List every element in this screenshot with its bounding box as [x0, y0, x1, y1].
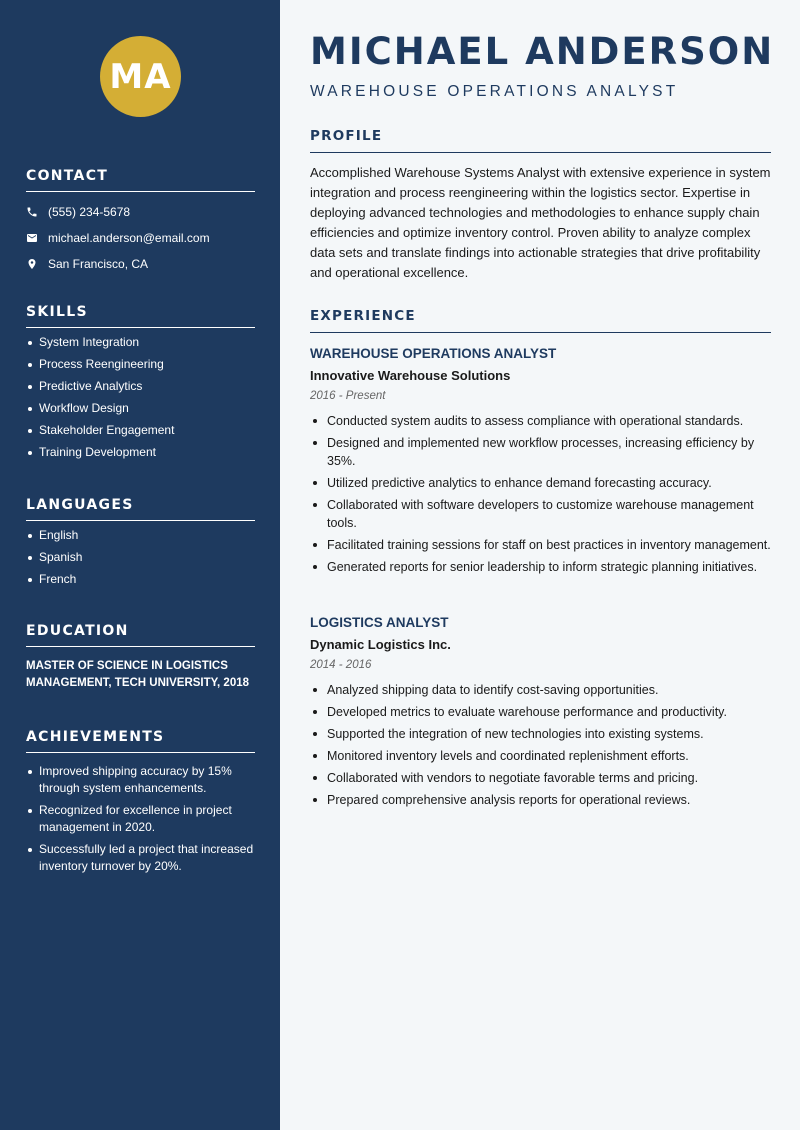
languages-section	[26, 497, 255, 588]
profile-heading: PROFILE	[310, 128, 771, 153]
candidate-name: MICHAEL ANDERSON	[310, 30, 775, 73]
education-section	[26, 623, 255, 692]
list-item: Supported the integration of new technologies into existing systems.	[310, 725, 771, 743]
languages-list	[26, 527, 255, 588]
list-item: System Integration	[26, 334, 255, 351]
list-item: Process Reengineering	[26, 356, 255, 373]
avatar-initials: MA	[100, 36, 181, 117]
email-text: michael.anderson@email.com	[48, 230, 210, 245]
profile-text: Accomplished Warehouse Systems Analyst with extensive experience in system integration and process reengineering within the logistics sector. Expertise in deploying advanced technologies and methodologies to enhance supply chain efficiencies and optimize inventory control. Proven ability to analyze complex data sets and translate findings into actionable strategies that drive profitability and operational excellence.	[310, 165, 771, 280]
list-item: Facilitated training sessions for staff on best practices in inventory management.	[310, 536, 771, 554]
location-text: San Francisco, CA	[48, 256, 149, 271]
list-item: Prepared comprehensive analysis reports for operational reviews.	[310, 791, 771, 809]
job-dates: 2014 - 2016	[310, 659, 372, 671]
job-title: WAREHOUSE OPERATIONS ANALYST	[310, 346, 557, 361]
job-title: LOGISTICS ANALYST	[310, 615, 449, 630]
job-dates: 2016 - Present	[310, 390, 386, 402]
achievements-section	[26, 729, 255, 875]
skills-section	[26, 304, 255, 461]
education-entry: MASTER OF SCIENCE IN LOGISTICS MANAGEMENT, TECH UNIVERSITY, 2018	[26, 660, 250, 689]
skills-heading: SKILLS	[26, 304, 255, 328]
list-item: Training Development	[26, 444, 255, 461]
contact-section	[26, 168, 255, 272]
list-item: Monitored inventory levels and coordinated replenishment efforts.	[310, 747, 771, 765]
list-item: Workflow Design	[26, 400, 255, 417]
achievements-heading: ACHIEVEMENTS	[26, 729, 255, 753]
skills-list	[26, 334, 255, 461]
sidebar	[0, 0, 280, 1130]
list-item: Analyzed shipping data to identify cost-saving opportunities.	[310, 681, 771, 699]
list-item: French	[26, 571, 255, 588]
candidate-title: WAREHOUSE OPERATIONS ANALYST	[310, 83, 679, 100]
list-item: Recognized for excellence in project management in 2020.	[26, 802, 255, 836]
contact-location	[26, 255, 255, 272]
job-bullets	[310, 412, 771, 576]
phone-text: (555) 234-5678	[48, 204, 131, 219]
job-bullets	[310, 681, 771, 809]
list-item: Developed metrics to evaluate warehouse performance and productivity.	[310, 703, 771, 721]
list-item: Predictive Analytics	[26, 378, 255, 395]
list-item: Conducted system audits to assess compliance with operational standards.	[310, 412, 771, 430]
contact-heading: CONTACT	[26, 168, 255, 192]
job-company: Dynamic Logistics Inc.	[310, 637, 451, 652]
job-company: Innovative Warehouse Solutions	[310, 368, 511, 383]
location-pin-icon	[26, 258, 38, 270]
list-item: Utilized predictive analytics to enhance demand forecasting accuracy.	[310, 474, 771, 492]
list-item: Improved shipping accuracy by 15% through system enhancements.	[26, 763, 255, 797]
email-icon	[26, 232, 38, 244]
achievements-list	[26, 763, 255, 875]
list-item: Generated reports for senior leadership to inform strategic planning initiatives.	[310, 558, 771, 576]
education-heading: EDUCATION	[26, 623, 255, 647]
list-item: Spanish	[26, 549, 255, 566]
list-item: Collaborated with software developers to customize warehouse management tools.	[310, 496, 771, 532]
contact-phone	[26, 203, 255, 220]
list-item: Stakeholder Engagement	[26, 422, 255, 439]
list-item: English	[26, 527, 255, 544]
experience-heading: EXPERIENCE	[310, 308, 771, 333]
job-entry	[310, 615, 771, 809]
phone-icon	[26, 206, 38, 218]
languages-heading: LANGUAGES	[26, 497, 255, 521]
contact-email	[26, 229, 255, 246]
list-item: Successfully led a project that increased inventory turnover by 20%.	[26, 841, 255, 875]
list-item: Collaborated with vendors to negotiate favorable terms and pricing.	[310, 769, 771, 787]
list-item: Designed and implemented new workflow processes, increasing efficiency by 35%.	[310, 434, 771, 470]
job-entry	[310, 346, 771, 576]
